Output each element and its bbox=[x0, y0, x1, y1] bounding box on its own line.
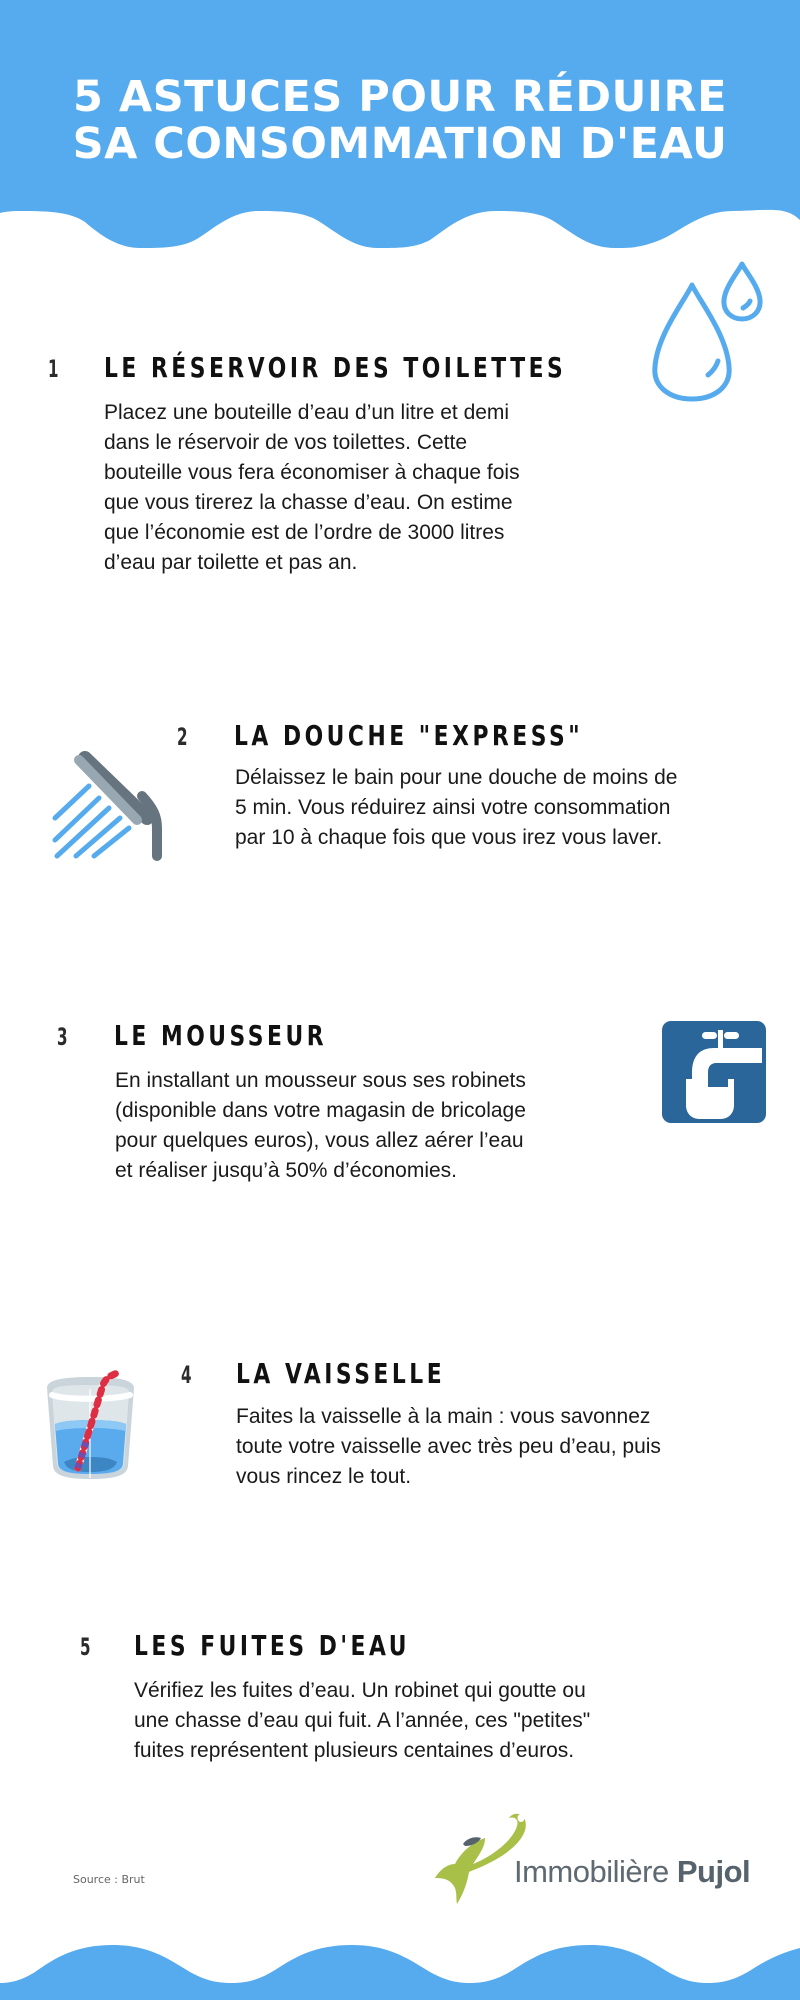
logo-text-bold: Pujol bbox=[676, 1854, 751, 1889]
tip-number: 3 bbox=[57, 1023, 68, 1051]
tip-heading: LA DOUCHE "EXPRESS" bbox=[234, 719, 584, 752]
glass-with-straw-icon bbox=[42, 1358, 152, 1483]
tip-heading: LA VAISSELLE bbox=[236, 1357, 446, 1390]
tip-body: En installant un mousseur sous ses robinets (disponible dans votre magasin de bricolage pour quelques euros), vous allez aérer l’eau et réaliser jusqu’à 50% d’économies. bbox=[115, 1069, 526, 1182]
tip-number: 4 bbox=[181, 1361, 192, 1389]
tip-body: Faites la vaisselle à la main : vous savonnez toute votre vaisselle avec très peu d’eau, puis vous rincez le tout. bbox=[236, 1405, 661, 1488]
footer-wave-banner bbox=[0, 1930, 800, 2000]
page-title bbox=[0, 74, 800, 168]
faucet-icon bbox=[662, 1021, 766, 1123]
tip-body: Placez une bouteille d’eau d’un litre et demi dans le réservoir de vos toilettes. Cette bouteille vous fera économiser à chaque fois que vous tirerez la chasse d’eau. On estime que l’économie est de l’ordre de 3000 litres d’eau par toilette et pas an. bbox=[104, 401, 520, 574]
shower-head-icon bbox=[45, 748, 165, 863]
tip-body: Délaissez le bain pour une douche de moins de 5 min. Vous réduirez ainsi votre consommation par 10 à chaque fois que vous irez vous laver. bbox=[235, 766, 678, 849]
tip-number: 1 bbox=[48, 355, 59, 383]
tip-number: 2 bbox=[177, 723, 188, 751]
tip-heading: LES FUITES D'EAU bbox=[134, 1629, 410, 1662]
title-line-1: 5 ASTUCES POUR RÉDUIRE bbox=[73, 72, 727, 122]
tip-heading: LE MOUSSEUR bbox=[114, 1019, 328, 1052]
water-drops-icon bbox=[645, 255, 775, 405]
tip-heading: LE RÉSERVOIR DES TOILETTES bbox=[104, 351, 567, 384]
tip-number: 5 bbox=[80, 1633, 91, 1661]
logo-text bbox=[514, 1854, 750, 1890]
title-line-2: SA CONSOMMATION D'EAU bbox=[72, 119, 728, 169]
tip-body: Vérifiez les fuites d’eau. Un robinet qui goutte ou une chasse d’eau qui fuit. A l’année, ces "petites" fuites représentent plusieurs centaines d’euros. bbox=[134, 1679, 591, 1762]
logo-text-light: Immobilière bbox=[514, 1854, 669, 1889]
source-credit: Source : Brut bbox=[73, 1873, 145, 1886]
